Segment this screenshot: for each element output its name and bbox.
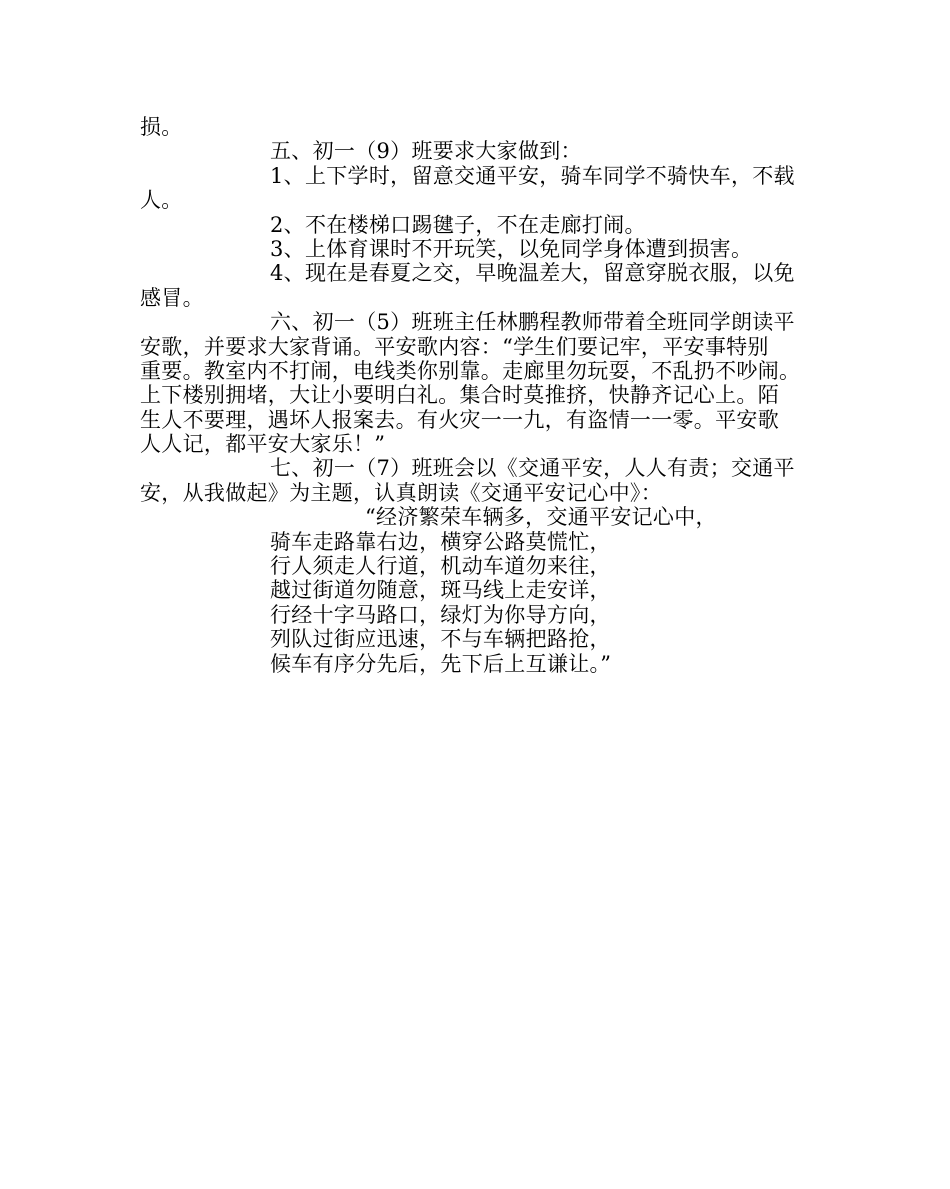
poem-line: 候车有序分先后，先下后上互谦让。”	[270, 651, 612, 676]
text-line: 安歌，并要求大家背诵。平安歌内容：“学生们要记牢，平安事特别	[140, 334, 769, 359]
text-line: 安，从我做起》为主题，认真朗读《交通平安记心中》：	[140, 480, 662, 505]
poem-line: 列队过街应迅速，不与车辆把路抢，	[270, 627, 611, 652]
text-line: 人人记，都平安大家乐！”	[140, 432, 386, 457]
poem-line: 行经十字马路口，绿灯为你导方向，	[270, 602, 611, 627]
text-line: 损。	[140, 115, 183, 139]
text-line: 1、上下学时，留意交通平安，骑车同学不骑快车，不载	[270, 163, 795, 188]
text-line: 2、不在楼梯口踢毽子，不在走廊打闹。	[270, 212, 646, 237]
poem-line: “经济繁荣车辆多，交通平安记心中，	[365, 505, 717, 530]
section-heading-seven: 七、初一（7）班班会以《交通平安，人人有责；交通平	[270, 456, 795, 481]
text-line: 感冒。	[140, 285, 204, 310]
section-heading-five: 五、初一（9）班要求大家做到：	[270, 139, 582, 164]
document-body	[140, 115, 820, 676]
poem-line: 骑车走路靠右边，横穿公路莫慌忙，	[270, 529, 611, 554]
text-line: 生人不要理，遇坏人报案去。有火灾一一九，有盗情一一零。平安歌	[140, 407, 779, 432]
text-line: 4、现在是春夏之交，早晚温差大，留意穿脱衣服，以免	[270, 261, 795, 286]
text-line: 3、上体育课时不开玩笑，以免同学身体遭到损害。	[270, 236, 753, 261]
text-line: 人。	[140, 188, 183, 213]
text-line: 重要。教室内不打闹，电线类你别靠。走廊里勿玩耍，不乱扔不吵闹。	[140, 358, 801, 383]
poem-line: 行人须走人行道，机动车道勿来往，	[270, 554, 611, 579]
poem-line: 越过街道勿随意，斑马线上走安详，	[270, 578, 611, 603]
section-heading-six: 六、初一（5）班班主任林鹏程教师带着全班同学朗读平	[270, 310, 795, 335]
text-line: 上下楼别拥堵，大让小要明白礼。集合时莫推挤，快静齐记心上。陌	[140, 383, 779, 408]
